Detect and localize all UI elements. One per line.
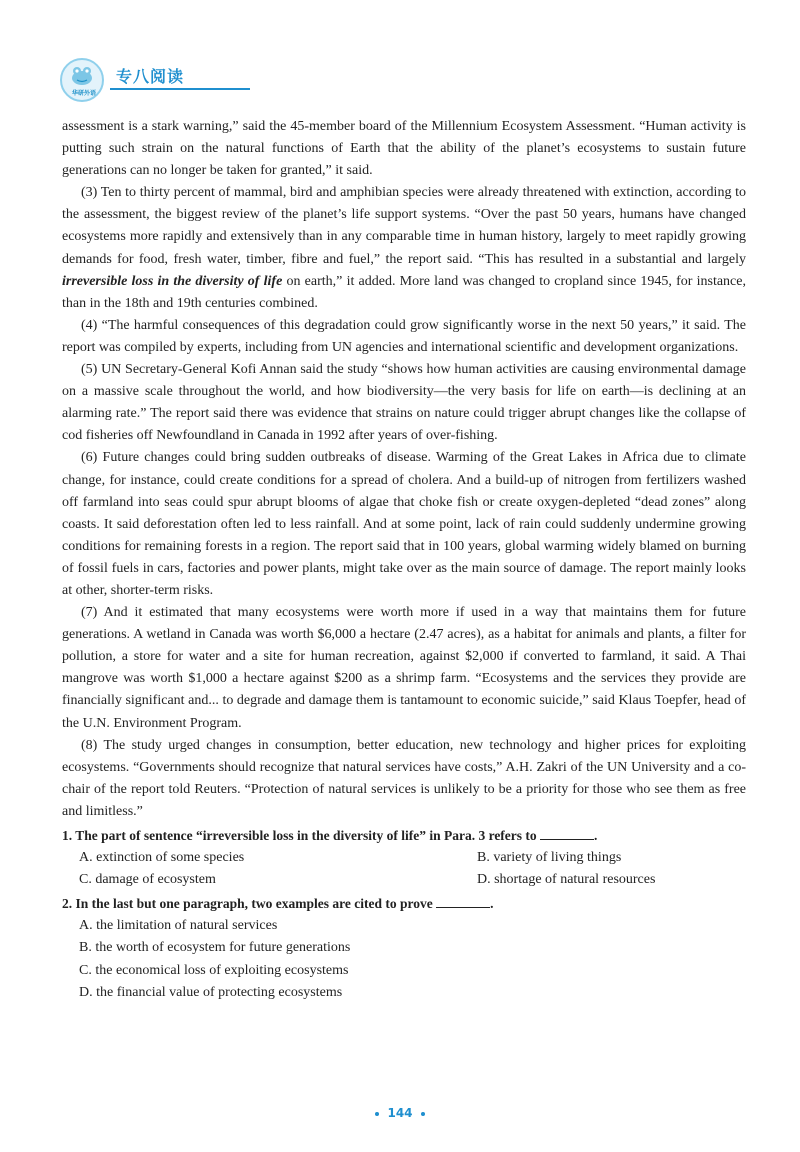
option-d: D. shortage of natural resources <box>477 872 656 888</box>
publisher-logo <box>60 58 104 102</box>
option-b: B. the worth of ecosystem for future generations <box>79 940 351 956</box>
paragraph-6: (6) Future changes could bring sudden outbreaks of disease. Warming of the Great Lakes in Africa due to climate change, for instance, could create conditions for a spread of cholera. And a build-up of nitrogen from fertilizers washed off farmland into seas could spur abrupt blooms of algae that choke fish or create oxygen-depleted “dead zones” along coasts. It said deforestation often led to less rainfall. And at some point, lack of rain could suddenly undermine growing conditions for remaining forests in a region. The report said that in 100 years, global warming widely blamed on burning of fossil fuels in cars, factories and power plants, might take over as the main source of damage. The report mainly looks at other, shorter-term risks. <box>62 450 746 598</box>
series-title: 专八阅读 <box>116 67 185 86</box>
paragraph-7: (7) And it estimated that many ecosystems were worth more if used in a way that maintains them for future generations. A wetland in Canada was worth $6,000 a hectare (2.47 acres), as a habitat for animals and plants, a filter for pollution, a store for water and a site for human recreation, against $2,000 if converted to farmland, it said. A Thai mangrove was worth $1,000 a hectare against $200 as a shrimp farm. “Ecosystems and the services they provide are financially significant and... to degrade and damage them is tantamount to economic suicide,” said Klaus Toepfer, head of the U.N. Environment Program. <box>62 605 746 731</box>
page-number <box>0 1106 800 1120</box>
answer-blank <box>436 893 490 908</box>
paragraph-4: (4) “The harmful consequences of this degradation could grow significantly worse in the next 50 years,” it said. The report was compiled by experts, including from UN agencies and international scientific and development organizations. <box>62 317 746 355</box>
page-number-dot <box>375 1112 379 1116</box>
paragraph-3 <box>62 182 746 315</box>
option-c: C. the economical loss of exploiting ecosystems <box>79 962 349 978</box>
answer-blank <box>540 825 594 840</box>
logo-text: 华研外语 <box>71 90 96 97</box>
article-body <box>62 116 746 1004</box>
option-b: B. variety of living things <box>477 850 622 866</box>
option-a: A. extinction of some species <box>79 850 245 866</box>
paragraph-3-text-a: (3) Ten to thirty percent of mammal, bird and amphibian species were already threatened with extinction, according to the assessment, the biggest review of the planet’s life support systems. “Over the past 50 years, humans have changed ecosystems more rapidly and extensively than in any comparable time in human history, largely to meet rapidly growing demands for food, fresh water, timber, fibre and fuel,” the report said. “This has resulted in a substantial and largely <box>62 185 746 267</box>
question-2 <box>62 893 746 915</box>
page-number-dot <box>421 1112 425 1116</box>
question-1-options <box>62 847 746 891</box>
page-number-text: 144 <box>387 1106 413 1120</box>
option-d: D. the financial value of protecting ecosystems <box>79 984 343 1000</box>
paragraph-5: (5) UN Secretary-General Kofi Annan said the study “shows how human activities are causing environmental damage on a massive scale throughout the world, and how biodiversity—the very basis for life on earth—is declining at an alarming rate.” The report said there was evidence that strains on nature could trigger abrupt changes like the collapse of cod fisheries off Newfoundland in Canada in 1992 after years of over-fishing. <box>62 362 746 444</box>
paragraph-3-text-b: on earth,” it added. More land was changed to cropland since 1945, for instance, than in the 18th and 19th centuries combined. <box>62 273 746 311</box>
question-2-end: . <box>490 896 494 912</box>
page-header <box>60 58 740 104</box>
paragraph-continued: assessment is a stark warning,” said the 45-member board of the Millennium Ecosystem Assessment. “Human activity is putting such strain on the natural functions of Earth that the ability of the planet’s ecosystems to sustain future generations can no longer be taken for granted,” it said. <box>62 119 746 179</box>
question-1-end: . <box>594 828 598 843</box>
option-c: C. damage of ecosystem <box>79 872 216 888</box>
paragraph-8: (8) The study urged changes in consumption, better education, new technology and higher prices for exploiting ecosystems. “Governments should recognize that natural services have costs,” A.H. Zakri of the UN University and a co-chair of the report told Reuters. “Protection of natural services is unlikely to be a priority for those who see them as free and limitless.” <box>62 737 746 819</box>
frog-mascot-icon <box>68 63 96 87</box>
paragraph-3-emphasis: irreversible loss in the diversity of life <box>62 273 283 289</box>
question-1-stem: 1. The part of sentence “irreversible loss in the diversity of life” in Para. 3 refers to <box>62 828 537 843</box>
question-2-stem: 2. In the last but one paragraph, two examples are cited to prove <box>62 896 433 912</box>
question-1 <box>62 825 746 847</box>
question-2-options <box>62 915 746 1003</box>
option-a: A. the limitation of natural services <box>79 918 278 934</box>
header-rule <box>110 88 250 90</box>
